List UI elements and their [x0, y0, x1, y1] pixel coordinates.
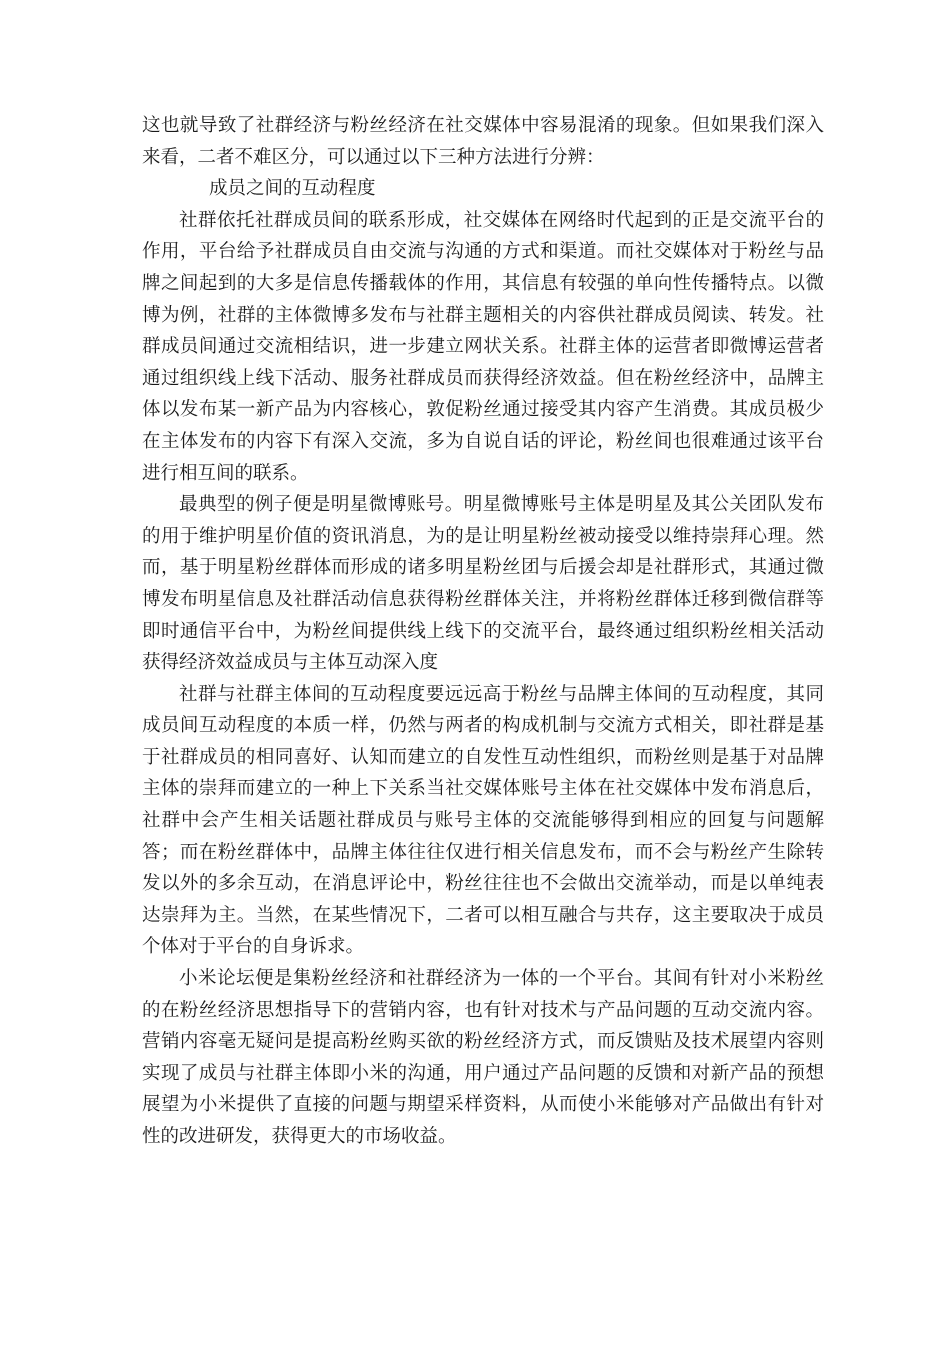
paragraph-xiaomi-forum: 小米论坛便是集粉丝经济和社群经济为一体的一个平台。其间有针对小米粉丝的在粉丝经济思想指导下的营销内容，也有针对技术与产品问题的互动交流内容。营销内容毫无疑问是提高粉丝购买欲的粉丝经济方式，而反馈贴及技术展望内容则实现了成员与社群主体即小米的沟通，用户通过产品问题的反馈和对新产品的预想展望为小米提供了直接的问题与期望采样资料，从而使小米能够对产品做出有针对性的改进研发，获得更大的市场收益。	[142, 968, 824, 1147]
paragraph-interaction-degree: 社群与社群主体间的互动程度要远远高于粉丝与品牌主体间的互动程度，其同成员间互动程度的本质一样，仍然与两者的构成机制与交流方式相关，即社群是基于社群成员的相同喜好、认知而建立的自发性互动性组织，而粉丝则是基于对品牌主体的崇拜而建立的一种上下关系当社交媒体账号主体在社交媒体中发布消息后，社群中会产生相关话题社群成员与账号主体的交流能够得到相应的回复与问题解答；而在粉丝群体中，品牌主体往往仅进行相关信息发布，而不会与粉丝产生除转发以外的多余互动，在消息评论中，粉丝往往也不会做出交流举动，而是以单纯表达崇拜为主。当然，在某些情况下，二者可以相互融合与共存，这主要取决于成员个体对于平台的自身诉求。	[142, 683, 824, 958]
paragraph-intro: 这也就导致了社群经济与粉丝经济在社交媒体中容易混淆的现象。但如果我们深入来看，二者不难区分，可以通过以下三种方法进行分辨：	[142, 115, 824, 168]
section-subheading: 成员之间的互动程度	[209, 178, 376, 200]
paragraph-community-vs-fans: 社群依托社群成员间的联系形成，社交媒体在网络时代起到的正是交流平台的作用，平台给予社群成员自由交流与沟通的方式和渠道。而社交媒体对于粉丝与品牌之间起到的大多是信息传播载体的作用，其信息有较强的单向性传播特点。以微博为例，社群的主体微博多发布与社群主题相关的内容供社群成员阅读、转发。社群成员间通过交流相结识，进一步建立网状关系。社群主体的运营者即微博运营者通过组织线上线下活动、服务社群成员而获得经济效益。但在粉丝经济中，品牌主体以发布某一新产品为内容核心，敦促粉丝通过接受其内容产生消费。其成员极少在主体发布的内容下有深入交流，多为自说自话的评论，粉丝间也很难通过该平台进行相互间的联系。	[142, 209, 824, 484]
paragraph-celebrity-example: 最典型的例子便是明星微博账号。明星微博账号主体是明星及其公关团队发布的用于维护明星价值的资讯消息，为的是让明星粉丝被动接受以维持崇拜心理。然而，基于明星粉丝群体而形成的诸多明星粉丝团与后援会却是社群形式，其通过微博发布明星信息及社群活动信息获得粉丝群体关注，并将粉丝群体迁移到微信群等即时通信平台中，为粉丝间提供线上线下的交流平台，最终通过组织粉丝相关活动获得经济效益成员与主体互动深入度	[142, 494, 824, 674]
body-text	[142, 110, 824, 1153]
